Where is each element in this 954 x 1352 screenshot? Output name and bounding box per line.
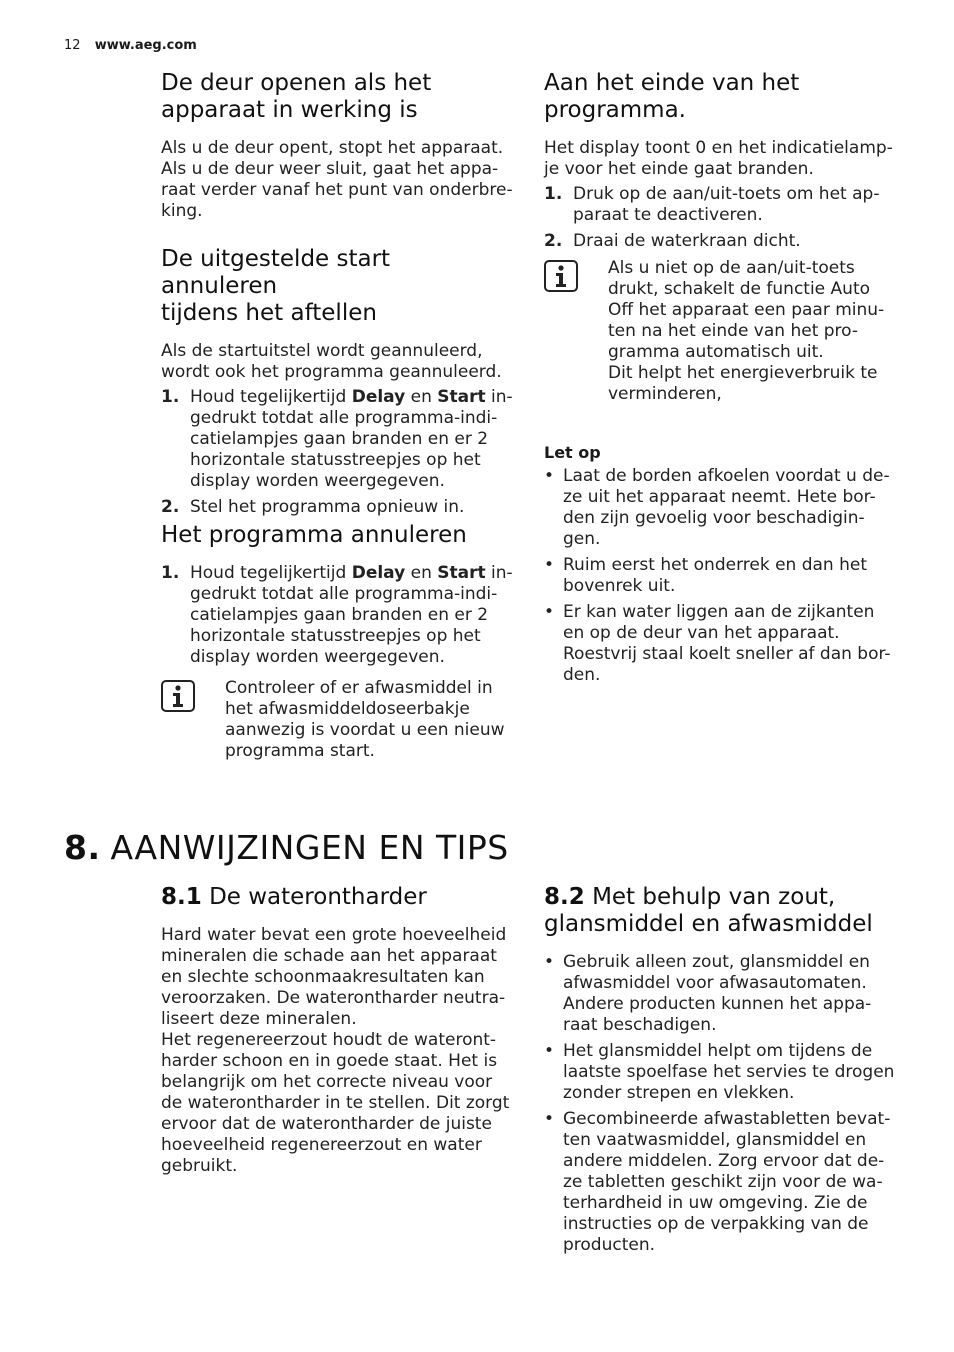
info-box-end xyxy=(544,258,896,405)
list-item: • Er kan water liggen aan de zijkanten en op de deur van het apparaat. Roestvrij staal koelt sneller af dan bor- den. xyxy=(544,602,891,685)
section-8-1 xyxy=(161,884,513,1177)
left-column xyxy=(161,70,513,762)
step: 2. Draai de waterkraan dicht. xyxy=(544,231,801,251)
page-number: 12 xyxy=(64,38,81,53)
step: 1. Druk op de aan/uit-toets om het ap- paraat te deactiveren. xyxy=(544,184,880,225)
section-caution xyxy=(544,443,896,686)
list-item: • Ruim eerst het onderrek en dan het bovenrek uit. xyxy=(544,555,868,596)
delay-cancel-text: Als de startuitstel wordt geannuleerd, wordt ook het programma geannuleerd. xyxy=(161,341,502,382)
step: 1. Houd tegelijkertijd Delay en Start in- gedrukt totdat alle programma-indi- catielampjes gaan branden en er 2 horizontale statusstreepjes op het display worden weergegeven. xyxy=(161,563,513,667)
info-text-end: Als u niet op de aan/uit-toets drukt, schakelt de functie Auto Off het apparaat een paar minu- ten na het einde van het pro- gramma automatisch uit. Dit helpt het energieverbruik te verminderen, xyxy=(608,258,885,404)
site-url: www.aeg.com xyxy=(94,38,197,53)
delay-cancel-steps xyxy=(161,387,513,518)
door-text: Als u de deur opent, stopt het apparaat. Als u de deur weer sluit, gaat het appa- raat verder vanaf het punt van onderbre- king. xyxy=(161,138,513,221)
section-title-door: De deur openen als het apparaat in werking is xyxy=(161,70,432,123)
section-door xyxy=(161,70,513,246)
section-title-end: Aan het einde van het programma. xyxy=(544,70,800,123)
section-title-delay-cancel: De uitgestelde start annuleren tijdens het aftellen xyxy=(161,246,391,326)
cancel-steps xyxy=(161,563,513,668)
end-steps xyxy=(544,184,896,252)
section-8-2-list xyxy=(544,952,896,1256)
list-item: • Laat de borden afkoelen voordat u de- ze uit het apparaat neemt. Hete bor- den zijn gevoelig voor beschadigin- gen. xyxy=(544,466,890,549)
caution-list xyxy=(544,466,896,686)
info-icon xyxy=(544,260,578,292)
section-cancel xyxy=(161,522,513,762)
section-title-8-1: 8.1 De waterontharder xyxy=(161,884,427,910)
list-item: • Gebruik alleen zout, glansmiddel en afwasmiddel voor afwasautomaten. Andere producten kunnen het appa- raat beschadigen. xyxy=(544,952,872,1035)
list-item: • Gecombineerde afwastabletten bevat- ten vaatwasmiddel, glansmiddel en andere middelen. Zorg ervoor dat de- ze tabletten geschikt zijn voor de wa- terhardheid in uw omgeving. Zie de instructies op de verpakking van de producten. xyxy=(544,1109,891,1255)
section-8-1-text: Hard water bevat een grote hoeveelheid mineralen die schade aan het apparaat en slechte schoonmaakresultaten kan veroorzaken. De waterontharder neutra- liseert deze mineralen. Het regenereerzout houdt de wateront- harder schoon en in goede staat. Het is belangrijk om het correcte niveau voor de waterontharder in te stellen. Dit zorgt ervoor dat de waterontharder de juiste hoeveelheid regenereerzout en water gebruikt. xyxy=(161,925,510,1176)
section-delay-cancel xyxy=(161,246,513,522)
section-title-cancel: Het programma annuleren xyxy=(161,522,467,548)
page-header xyxy=(64,38,197,53)
section-8-2 xyxy=(544,884,896,1261)
info-text-cancel: Controleer of er afwasmiddel in het afwasmiddeldoseerbakje aanwezig is voordat u een nieuw programma start. xyxy=(225,678,505,761)
right-column xyxy=(544,70,896,691)
section-end xyxy=(544,70,896,405)
step: 1. Houd tegelijkertijd Delay en Start in- gedrukt totdat alle programma-indi- catielampjes gaan branden en er 2 horizontale statusstreepjes op het display worden weergegeven. xyxy=(161,387,513,491)
info-box-cancel xyxy=(161,678,513,762)
caution-label: Let op xyxy=(544,443,601,462)
section-title-8-2: 8.2 Met behulp van zout, glansmiddel en afwasmiddel xyxy=(544,884,873,937)
info-icon xyxy=(161,680,195,712)
list-item: • Het glansmiddel helpt om tijdens de laatste spoelfase het servies te drogen zonder strepen en vlekken. xyxy=(544,1041,895,1103)
step: 2. Stel het programma opnieuw in. xyxy=(161,497,465,517)
end-text: Het display toont 0 en het indicatielamp- je voor het einde gaat branden. xyxy=(544,138,893,179)
chapter-title: 8. AANWIJZINGEN EN TIPS xyxy=(64,828,509,867)
